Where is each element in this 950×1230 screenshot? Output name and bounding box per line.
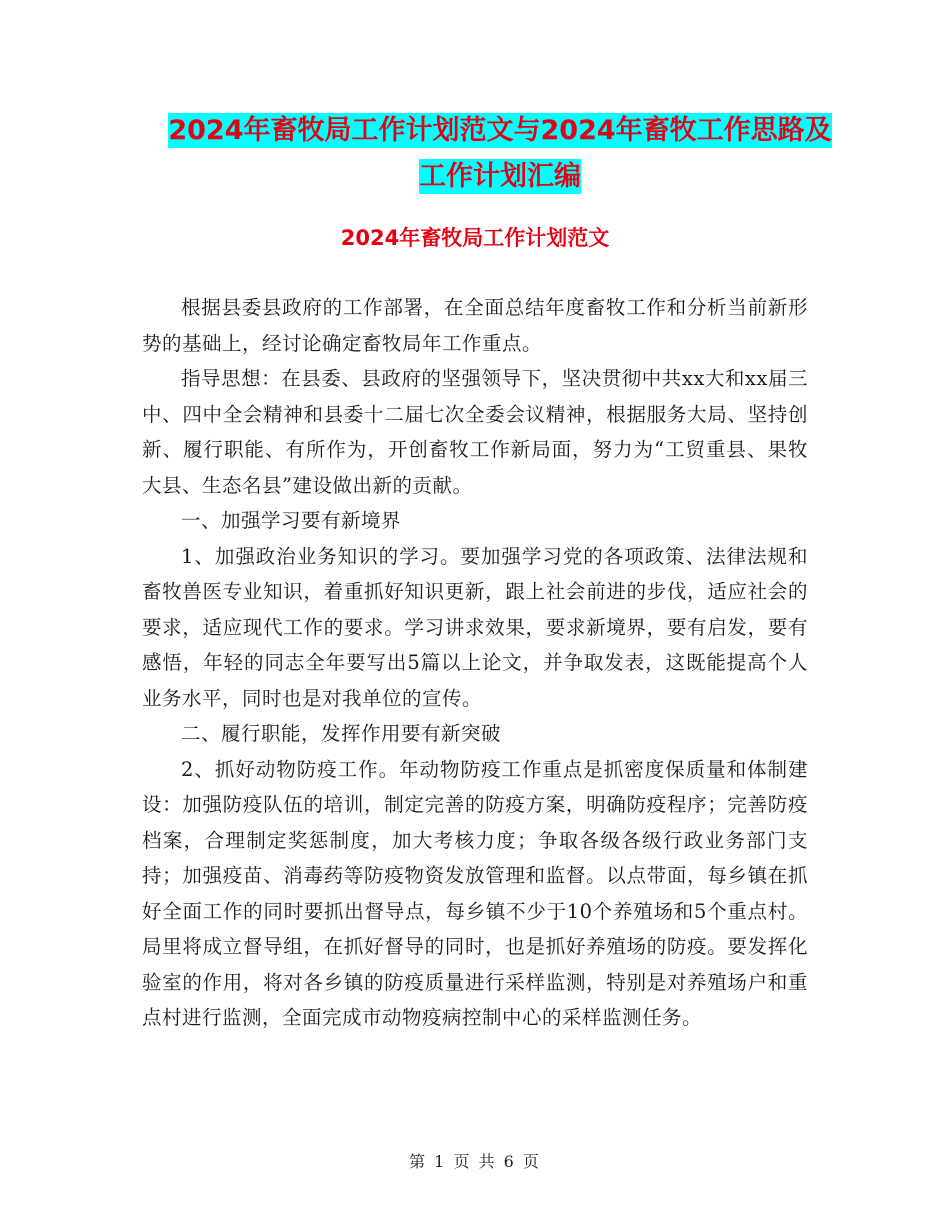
page-footer: 第 1 页 共 6 页: [409, 1152, 541, 1171]
heading-duties: 二、履行职能，发挥作用要有新突破: [181, 722, 502, 745]
paragraph-intro: 根据县委县政府的工作部署，在全面总结年度畜牧工作和分析当前新形势的基础上，经讨论确定畜牧局年工作重点。: [142, 296, 808, 355]
document-title: [120, 108, 880, 200]
section-title: 2024年畜牧局工作计划范文: [340, 226, 610, 250]
paragraph-study: 1、加强政治业务知识的学习。要加强学习党的各项政策、法律法规和畜牧兽医专业知识，着重抓好知识更新，跟上社会前进的步伐，适应社会的要求，适应现代工作的要求。学习讲求效果，要求新境界，要有启发，要有感悟，年轻的同志全年要写出5篇以上论文，并争取发表，这既能提高个人业务水平，同时也是对我单位的宣传。: [142, 544, 808, 710]
document-body: [142, 290, 808, 1036]
heading-study: 一、加强学习要有新境界: [181, 509, 402, 532]
paragraph-guiding-thought: 指导思想：在县委、县政府的坚强领导下，坚决贯彻中共xx大和xx届三中、四中全会精神和县委十二届七次全委会议精神，根据服务大局、坚持创新、履行职能、有所作为，开创畜牧工作新局面，努力为“工贸重县、果牧大县、生态名县”建设做出新的贡献。: [142, 367, 808, 497]
document-title-line-2: 工作计划汇编: [419, 161, 581, 192]
document-title-line-1: 2024年畜牧局工作计划范文与2024年畜牧工作思路及: [168, 115, 832, 146]
paragraph-epidemic-prevention: 2、抓好动物防疫工作。年动物防疫工作重点是抓密度保质量和体制建设：加强防疫队伍的培训，制定完善的防疫方案，明确防疫程序；完善防疫档案，合理制定奖惩制度，加大考核力度；争取各级各级行政业务部门支持；加强疫苗、消毒药等防疫物资发放管理和监督。以点带面，每乡镇在抓好全面工作的同时要抓出督导点，每乡镇不少于10个养殖场和5个重点村。局里将成立督导组，在抓好督导的同时，也是抓好养殖场的防疫。要发挥化验室的作用，将对各乡镇的防疫质量进行采样监测，特别是对养殖场户和重点村进行监测，全面完成市动物疫病控制中心的采样监测任务。: [142, 757, 808, 1029]
